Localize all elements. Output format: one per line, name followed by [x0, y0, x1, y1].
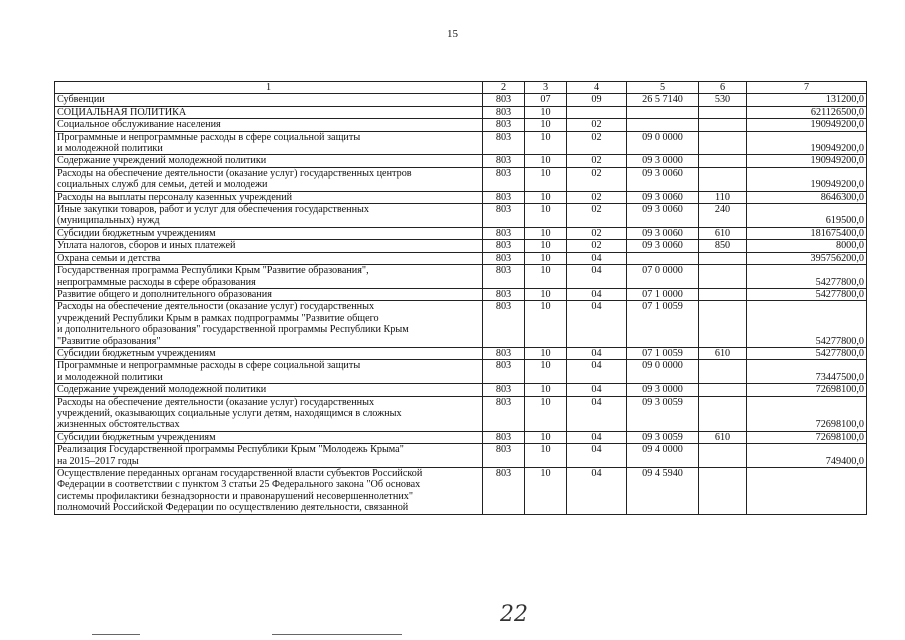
cell-expense-type — [699, 360, 747, 384]
cell-subsection: 04 — [567, 347, 627, 359]
table-row — [55, 431, 867, 443]
cell-amount: 54277800,0 — [747, 288, 867, 300]
cell-expense-type: 610 — [699, 431, 747, 443]
cell-ministry-code: 803 — [483, 204, 525, 228]
cell-expense-type: 240 — [699, 204, 747, 228]
header-cell-1: 1 — [55, 82, 483, 94]
cell-subsection: 04 — [567, 252, 627, 264]
cell-description: Содержание учреждений молодежной политики — [55, 155, 483, 167]
budget-table — [54, 81, 867, 515]
cell-expense-type — [699, 167, 747, 191]
cell-amount: 619500,0 — [747, 204, 867, 228]
cell-amount: 8000,0 — [747, 240, 867, 252]
cell-ministry-code: 803 — [483, 167, 525, 191]
cell-subsection: 09 — [567, 94, 627, 106]
cell-subsection: 04 — [567, 444, 627, 468]
table-row — [55, 396, 867, 431]
table-row — [55, 94, 867, 106]
bottom-divider-left — [92, 634, 140, 635]
cell-section: 10 — [525, 360, 567, 384]
table-row — [55, 119, 867, 131]
cell-subsection: 04 — [567, 396, 627, 431]
table-row — [55, 252, 867, 264]
cell-subsection: 02 — [567, 240, 627, 252]
cell-target-article: 07 0 0000 — [627, 265, 699, 289]
cell-section: 10 — [525, 252, 567, 264]
cell-expense-type — [699, 301, 747, 348]
cell-section: 10 — [525, 288, 567, 300]
cell-description: Осуществление переданных органам государственной власти субъектов Российской Федерации в соответствии с пунктом 3 статьи 25 Федерального закона "Об основах системы профилактики безнадзорности и правонарушений несовершеннолетних" полномочий Российской Федерации по осуществлению деятельности, связанной — [55, 468, 483, 515]
cell-section: 10 — [525, 240, 567, 252]
table-row — [55, 347, 867, 359]
cell-expense-type — [699, 106, 747, 118]
cell-ministry-code: 803 — [483, 94, 525, 106]
cell-amount: 190949200,0 — [747, 155, 867, 167]
cell-target-article: 09 3 0060 — [627, 227, 699, 239]
cell-subsection: 02 — [567, 155, 627, 167]
cell-section: 10 — [525, 444, 567, 468]
cell-target-article: 09 4 0000 — [627, 444, 699, 468]
cell-target-article: 09 3 0060 — [627, 240, 699, 252]
header-cell-4: 4 — [567, 82, 627, 94]
cell-ministry-code: 803 — [483, 347, 525, 359]
table-row — [55, 204, 867, 228]
cell-section: 10 — [525, 191, 567, 203]
cell-amount: 54277800,0 — [747, 265, 867, 289]
cell-subsection: 04 — [567, 301, 627, 348]
cell-target-article: 09 3 0059 — [627, 396, 699, 431]
cell-amount — [747, 468, 867, 515]
cell-target-article: 09 0 0000 — [627, 131, 699, 155]
cell-description: Программные и непрограммные расходы в сфере социальной защиты и молодежной политики — [55, 360, 483, 384]
cell-subsection: 04 — [567, 431, 627, 443]
table-row — [55, 265, 867, 289]
cell-description: Реализация Государственной программы Республики Крым "Молодежь Крыма" на 2015–2017 годы — [55, 444, 483, 468]
cell-description: Расходы на обеспечение деятельности (оказание услуг) государственных центров социальных служб для семьи, детей и молодежи — [55, 167, 483, 191]
cell-section: 10 — [525, 384, 567, 396]
cell-target-article — [627, 106, 699, 118]
cell-subsection: 02 — [567, 131, 627, 155]
cell-description: Программные и непрограммные расходы в сфере социальной защиты и молодежной политики — [55, 131, 483, 155]
cell-section: 10 — [525, 227, 567, 239]
cell-description: Уплата налогов, сборов и иных платежей — [55, 240, 483, 252]
cell-target-article — [627, 252, 699, 264]
cell-target-article: 09 3 0000 — [627, 155, 699, 167]
cell-subsection: 04 — [567, 384, 627, 396]
table-row — [55, 167, 867, 191]
cell-target-article: 09 3 0000 — [627, 384, 699, 396]
cell-description: Субсидии бюджетным учреждениям — [55, 227, 483, 239]
cell-expense-type — [699, 252, 747, 264]
cell-expense-type — [699, 155, 747, 167]
cell-description: Государственная программа Республики Крым "Развитие образования", непрограммные расходы в сфере образования — [55, 265, 483, 289]
cell-target-article: 09 3 0060 — [627, 204, 699, 228]
table-row — [55, 384, 867, 396]
cell-expense-type: 110 — [699, 191, 747, 203]
cell-ministry-code: 803 — [483, 191, 525, 203]
cell-ministry-code: 803 — [483, 431, 525, 443]
cell-description: СОЦИАЛЬНАЯ ПОЛИТИКА — [55, 106, 483, 118]
cell-section: 10 — [525, 119, 567, 131]
cell-description: Иные закупки товаров, работ и услуг для обеспечения государственных (муниципальных) нужд — [55, 204, 483, 228]
cell-ministry-code: 803 — [483, 301, 525, 348]
cell-amount: 73447500,0 — [747, 360, 867, 384]
cell-section: 10 — [525, 396, 567, 431]
table-row — [55, 227, 867, 239]
cell-description: Охрана семьи и детства — [55, 252, 483, 264]
table-row — [55, 131, 867, 155]
cell-expense-type: 610 — [699, 347, 747, 359]
table-row — [55, 444, 867, 468]
cell-section: 10 — [525, 155, 567, 167]
cell-expense-type — [699, 288, 747, 300]
cell-subsection: 04 — [567, 265, 627, 289]
cell-ministry-code: 803 — [483, 106, 525, 118]
cell-amount: 190949200,0 — [747, 119, 867, 131]
cell-section: 10 — [525, 204, 567, 228]
cell-target-article: 09 3 0059 — [627, 431, 699, 443]
cell-description: Субвенции — [55, 94, 483, 106]
cell-description: Расходы на обеспечение деятельности (оказание услуг) государственных учреждений, оказывающих социальные услуги детям, находящимся в сложных жизненных обстоятельствах — [55, 396, 483, 431]
cell-target-article: 07 1 0059 — [627, 347, 699, 359]
table-row — [55, 191, 867, 203]
cell-expense-type — [699, 131, 747, 155]
cell-subsection — [567, 106, 627, 118]
page-number: 15 — [447, 28, 458, 40]
table-header-row — [55, 82, 867, 94]
cell-description: Расходы на обеспечение деятельности (оказание услуг) государственных учреждений Республики Крым в рамках подпрограммы "Развитие общего и дополнительного образования" государственной программы Республики Крым "Развитие образования" — [55, 301, 483, 348]
cell-ministry-code: 803 — [483, 444, 525, 468]
cell-expense-type: 530 — [699, 94, 747, 106]
cell-amount: 749400,0 — [747, 444, 867, 468]
cell-target-article: 09 3 0060 — [627, 167, 699, 191]
table-row — [55, 155, 867, 167]
cell-amount: 621126500,0 — [747, 106, 867, 118]
header-cell-7: 7 — [747, 82, 867, 94]
cell-ministry-code: 803 — [483, 240, 525, 252]
cell-amount: 8646300,0 — [747, 191, 867, 203]
cell-ministry-code: 803 — [483, 384, 525, 396]
cell-target-article: 07 1 0059 — [627, 301, 699, 348]
cell-subsection: 04 — [567, 468, 627, 515]
cell-section: 10 — [525, 167, 567, 191]
table-row — [55, 106, 867, 118]
cell-ministry-code: 803 — [483, 468, 525, 515]
cell-amount: 54277800,0 — [747, 301, 867, 348]
cell-expense-type — [699, 384, 747, 396]
cell-description: Социальное обслуживание населения — [55, 119, 483, 131]
cell-expense-type — [699, 444, 747, 468]
cell-amount: 72698100,0 — [747, 384, 867, 396]
cell-subsection: 02 — [567, 119, 627, 131]
table-row — [55, 301, 867, 348]
cell-amount: 190949200,0 — [747, 167, 867, 191]
table-row — [55, 468, 867, 515]
cell-target-article: 07 1 0000 — [627, 288, 699, 300]
cell-description: Развитие общего и дополнительного образования — [55, 288, 483, 300]
cell-expense-type — [699, 396, 747, 431]
cell-amount: 72698100,0 — [747, 431, 867, 443]
cell-ministry-code: 803 — [483, 360, 525, 384]
cell-target-article: 09 4 5940 — [627, 468, 699, 515]
cell-expense-type — [699, 468, 747, 515]
cell-section: 10 — [525, 431, 567, 443]
cell-section: 10 — [525, 265, 567, 289]
handwritten-page-number: 22 — [500, 602, 528, 627]
cell-ministry-code: 803 — [483, 155, 525, 167]
cell-subsection: 04 — [567, 288, 627, 300]
cell-subsection: 02 — [567, 167, 627, 191]
cell-subsection: 02 — [567, 191, 627, 203]
cell-section: 07 — [525, 94, 567, 106]
cell-amount: 190949200,0 — [747, 131, 867, 155]
header-cell-2: 2 — [483, 82, 525, 94]
table-row — [55, 288, 867, 300]
cell-amount: 181675400,0 — [747, 227, 867, 239]
cell-expense-type: 850 — [699, 240, 747, 252]
header-cell-6: 6 — [699, 82, 747, 94]
cell-target-article: 09 3 0060 — [627, 191, 699, 203]
cell-target-article: 09 0 0000 — [627, 360, 699, 384]
cell-ministry-code: 803 — [483, 119, 525, 131]
table-row — [55, 360, 867, 384]
cell-section: 10 — [525, 468, 567, 515]
cell-ministry-code: 803 — [483, 131, 525, 155]
cell-section: 10 — [525, 347, 567, 359]
table-row — [55, 240, 867, 252]
cell-section: 10 — [525, 106, 567, 118]
header-cell-5: 5 — [627, 82, 699, 94]
cell-subsection: 02 — [567, 227, 627, 239]
cell-expense-type: 610 — [699, 227, 747, 239]
header-cell-3: 3 — [525, 82, 567, 94]
cell-amount: 54277800,0 — [747, 347, 867, 359]
cell-amount: 395756200,0 — [747, 252, 867, 264]
cell-expense-type — [699, 265, 747, 289]
cell-subsection: 04 — [567, 360, 627, 384]
cell-description: Расходы на выплаты персоналу казенных учреждений — [55, 191, 483, 203]
cell-ministry-code: 803 — [483, 288, 525, 300]
cell-target-article — [627, 119, 699, 131]
bottom-divider-center — [272, 634, 402, 635]
cell-expense-type — [699, 119, 747, 131]
cell-amount: 72698100,0 — [747, 396, 867, 431]
cell-description: Субсидии бюджетным учреждениям — [55, 347, 483, 359]
cell-ministry-code: 803 — [483, 252, 525, 264]
cell-target-article: 26 5 7140 — [627, 94, 699, 106]
cell-section: 10 — [525, 131, 567, 155]
cell-subsection: 02 — [567, 204, 627, 228]
cell-ministry-code: 803 — [483, 265, 525, 289]
cell-amount: 131200,0 — [747, 94, 867, 106]
cell-section: 10 — [525, 301, 567, 348]
cell-description: Содержание учреждений молодежной политики — [55, 384, 483, 396]
table-body — [55, 82, 867, 515]
cell-description: Субсидии бюджетным учреждениям — [55, 431, 483, 443]
cell-ministry-code: 803 — [483, 227, 525, 239]
cell-ministry-code: 803 — [483, 396, 525, 431]
